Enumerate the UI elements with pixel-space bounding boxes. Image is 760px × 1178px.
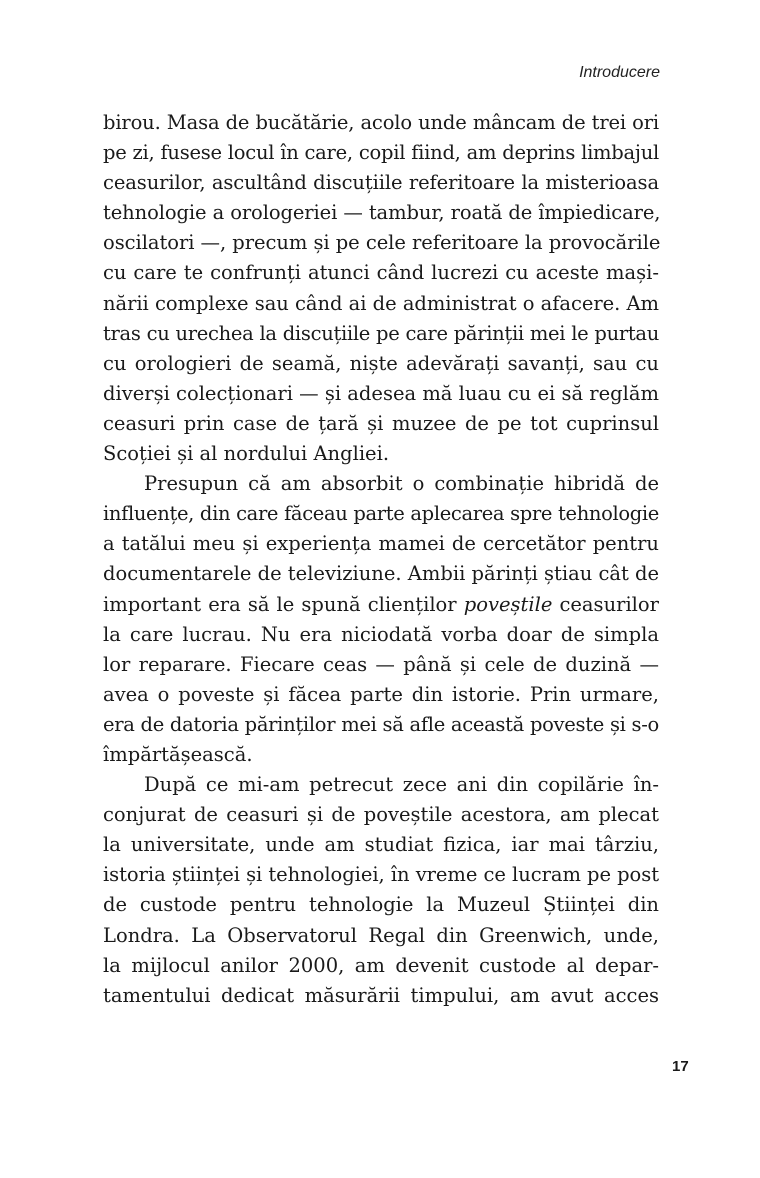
- text-line: a tatălui meu și experiența mamei de cercetător pentru: [103, 532, 659, 556]
- text-line: cu orologieri de seamă, niște adevărați savanți, sau cu: [103, 351, 659, 375]
- text-line: Scoției și al nordului Angliei.: [103, 442, 390, 466]
- text-line: lor reparare. Fiecare ceas — până și cele de duzină —: [103, 652, 659, 676]
- text-segment: ceasurilor: [552, 592, 659, 616]
- text-line: tehnologie a orologeriei — tambur, roată de împiedicare,: [103, 201, 661, 225]
- text-line: oscilatori —, precum și pe cele referitoare la provocările: [103, 231, 661, 255]
- text-line: Presupun că am absorbit o combinație hibridă de: [144, 472, 659, 496]
- text-line: tras cu urechea la discuțiile pe care părinții mei le purtau: [103, 321, 659, 345]
- italic-word: poveștile: [463, 592, 553, 616]
- text-line: influențe, din care făceau parte aplecarea spre tehnologie: [103, 502, 659, 526]
- text-line: După ce mi-am petrecut zece ani din copilărie în-: [144, 773, 659, 797]
- text-line: conjurat de ceasuri și de poveștile acestora, am plecat: [103, 803, 659, 827]
- text-line: pe zi, fusese locul în care, copil fiind, am deprins limbajul: [103, 141, 659, 165]
- text-line: la care lucrau. Nu era niciodată vorba doar de simpla: [103, 622, 659, 646]
- text-line: la universitate, unde am studiat fizica, iar mai târziu,: [103, 833, 659, 857]
- text-line: diverși colecționari — și adesea mă luau cu ei să reglăm: [103, 381, 659, 405]
- text-line: ceasurilor, ascultând discuțiile referitoare la misterioasa: [103, 171, 659, 195]
- text-line: nării complexe sau când ai de administrat o afacere. Am: [103, 291, 659, 315]
- text-line-with-italic: [103, 590, 659, 620]
- text-line: Londra. La Observatorul Regal din Greenwich, unde,: [103, 923, 659, 947]
- text-line: avea o poveste și făcea parte din istorie. Prin urmare,: [103, 682, 659, 706]
- text-line: tamentului dedicat măsurării timpului, am avut acces: [103, 983, 659, 1007]
- text-line: birou. Masa de bucătărie, acolo unde mâncam de trei ori: [103, 111, 659, 134]
- text-line: documentarele de televiziune. Ambii părinți știau cât de: [103, 562, 660, 586]
- text-line: la mijlocul anilor 2000, am devenit custode al depar-: [103, 953, 659, 977]
- text-line: cu care te confrunți atunci când lucrezi cu aceste mași-: [103, 261, 659, 285]
- text-segment: important era să le spună clienților: [103, 592, 464, 616]
- text-line: istoria științei și tehnologiei, în vreme ce lucram pe post: [103, 863, 659, 887]
- text-line: era de datoria părinților mei să afle această poveste și s-o: [103, 712, 659, 736]
- text-line: ceasuri prin case de țară și muzee de pe tot cuprinsul: [103, 411, 659, 435]
- body-text: [103, 108, 659, 1011]
- page-number: 17: [672, 1058, 689, 1075]
- text-line: împărtășească.: [103, 742, 253, 766]
- text-line: de custode pentru tehnologie la Muzeul Științei din: [103, 893, 659, 917]
- running-header-title: Introducere: [579, 64, 660, 81]
